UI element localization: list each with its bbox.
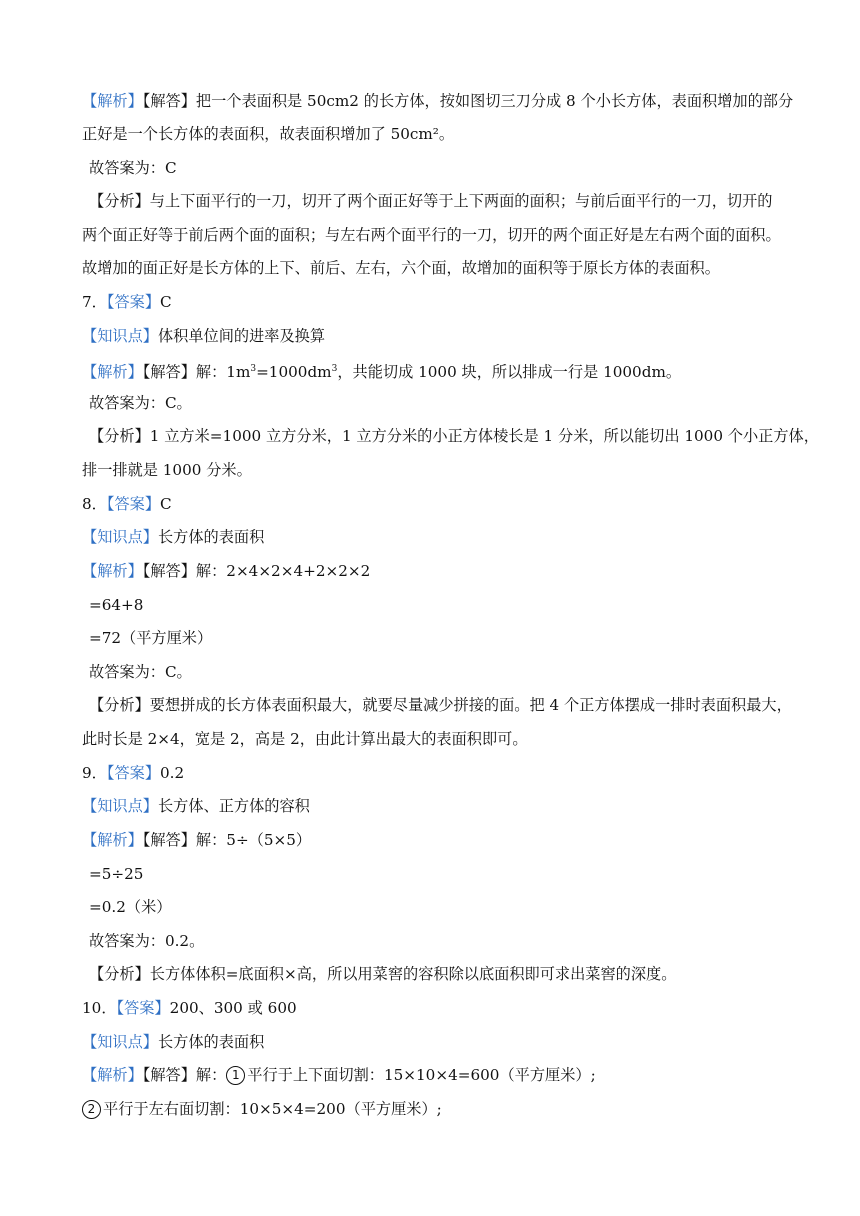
q9-knowledge-row [82, 796, 812, 816]
circled-number-1: 1 [226, 1066, 245, 1085]
q9-step-1: =5÷25 [89, 865, 144, 883]
daan-tag: 【答案】 [116, 999, 170, 1017]
jiexi-tag: 【解析】 [82, 92, 143, 110]
q10-item-1: 平行于上下面切割：15×10×4=600（平方厘米）; [247, 1066, 596, 1084]
q9-step-2: =0.2（米） [89, 898, 172, 916]
q8-knowledge-row [82, 527, 812, 547]
q6-analysis-line-1 [82, 91, 812, 111]
q7-answer: C [160, 293, 172, 311]
q6-analysis-line-2: 正好是一个长方体的表面积，故表面积增加了 50cm²。 [82, 125, 455, 143]
q6-analysis-text-1: 【解答】把一个表面积是 50cm2 的长方体，按如图切三刀分成 8 个小长方体，表面积增加的部分 [142, 92, 794, 110]
q7-analysis-post: ，共能切成 1000 块，所以排成一行是 1000dm。 [337, 363, 682, 382]
zhishidian-tag: 【知识点】 [82, 528, 158, 546]
q9-analysis: 【解答】解：5÷（5×5） [142, 831, 312, 849]
q6-answer-line: 故答案为：C [89, 159, 177, 177]
circled-number-2: 2 [82, 1100, 101, 1119]
q10-analysis-row [82, 1065, 812, 1085]
q9-fenxi-line-1: 【分析】长方体体积=底面积×高，所以用菜窖的容积除以底面积即可求出菜窖的深度。 [89, 965, 677, 983]
q7-number: 7． [82, 293, 107, 311]
q7-answer-row [82, 292, 812, 312]
q10-item-2: 平行于左右面切割：10×5×4=200（平方厘米）; [103, 1100, 442, 1118]
q8-fenxi-line-1: 【分析】要想拼成的长方体表面积最大，就要尽量减少拼接的面。把 4 个正方体摆成一排时表面积最大， [89, 696, 792, 714]
jiexi-tag: 【解析】 [82, 363, 143, 382]
q8-fenxi-line-2: 此时长是 2×4，宽是 2，高是 2，由此计算出最大的表面积即可。 [82, 730, 528, 748]
q9-answer-row [82, 763, 812, 783]
q10-analysis: 【解答】解： [142, 1066, 227, 1084]
q10-knowledge: 长方体的表面积 [157, 1033, 265, 1051]
q8-analysis-row [82, 561, 812, 581]
jiexi-tag: 【解析】 [82, 1066, 143, 1084]
q9-answer-line: 故答案为：0.2。 [89, 932, 205, 950]
q9-answer: 0.2 [160, 764, 185, 782]
q8-analysis: 【解答】解：2×4×2×4+2×2×2 [142, 562, 371, 580]
q8-answer-row [82, 494, 812, 514]
q7-knowledge: 体积单位间的进率及换算 [157, 327, 325, 345]
q6-fenxi-line-2: 两个面正好等于前后两个面的面积；与左右两个面平行的一刀，切开的两个面正好是左右两个面的面积。 [82, 226, 781, 244]
q6-fenxi-line-3: 故增加的面正好是长方体的上下、前后、左右，六个面，故增加的面积等于原长方体的表面积。 [82, 259, 720, 277]
q6-fenxi-line-1: 【分析】与上下面平行的一刀，切开了两个面正好等于上下两面的面积；与前后面平行的一刀，切开的 [89, 192, 773, 210]
q10-item-2-row [82, 1099, 812, 1119]
jiexi-tag: 【解析】 [82, 831, 143, 849]
q9-knowledge: 长方体、正方体的容积 [157, 797, 310, 815]
q7-analysis-row [82, 359, 812, 382]
zhishidian-tag: 【知识点】 [82, 1033, 158, 1051]
q10-knowledge-row [82, 1032, 812, 1052]
q8-step-2: =72（平方厘米） [89, 629, 213, 647]
q10-number: 10． [82, 999, 117, 1017]
daan-tag: 【答案】 [106, 495, 161, 513]
daan-tag: 【答案】 [106, 293, 161, 311]
q7-sup-1: 3 [250, 364, 257, 374]
q7-analysis-mid: =1000dm [256, 363, 332, 382]
q9-number: 9． [82, 764, 107, 782]
zhishidian-tag: 【知识点】 [82, 797, 158, 815]
q7-fenxi-line-1: 【分析】1 立方米=1000 立方分米，1 立方分米的小正方体棱长是 1 分米，所以能切出 1000 个小正方体， [89, 427, 819, 445]
q7-sup-2: 3 [331, 364, 338, 374]
q8-knowledge: 长方体的表面积 [157, 528, 265, 546]
q7-fenxi-line-2: 排一排就是 1000 分米。 [82, 461, 252, 479]
zhishidian-tag: 【知识点】 [82, 327, 158, 345]
q8-answer: C [160, 495, 172, 513]
q7-knowledge-row [82, 326, 812, 346]
q7-answer-line: 故答案为：C。 [89, 394, 192, 412]
q8-answer-line: 故答案为：C。 [89, 663, 192, 681]
q10-answer: 200、300 或 600 [169, 999, 297, 1017]
q8-number: 8． [82, 495, 107, 513]
daan-tag: 【答案】 [106, 764, 161, 782]
q10-answer-row [82, 998, 812, 1018]
q8-step-1: =64+8 [89, 596, 144, 614]
q7-analysis-pre: 【解答】解：1m [142, 363, 251, 382]
jiexi-tag: 【解析】 [82, 562, 143, 580]
q9-analysis-row [82, 830, 812, 850]
